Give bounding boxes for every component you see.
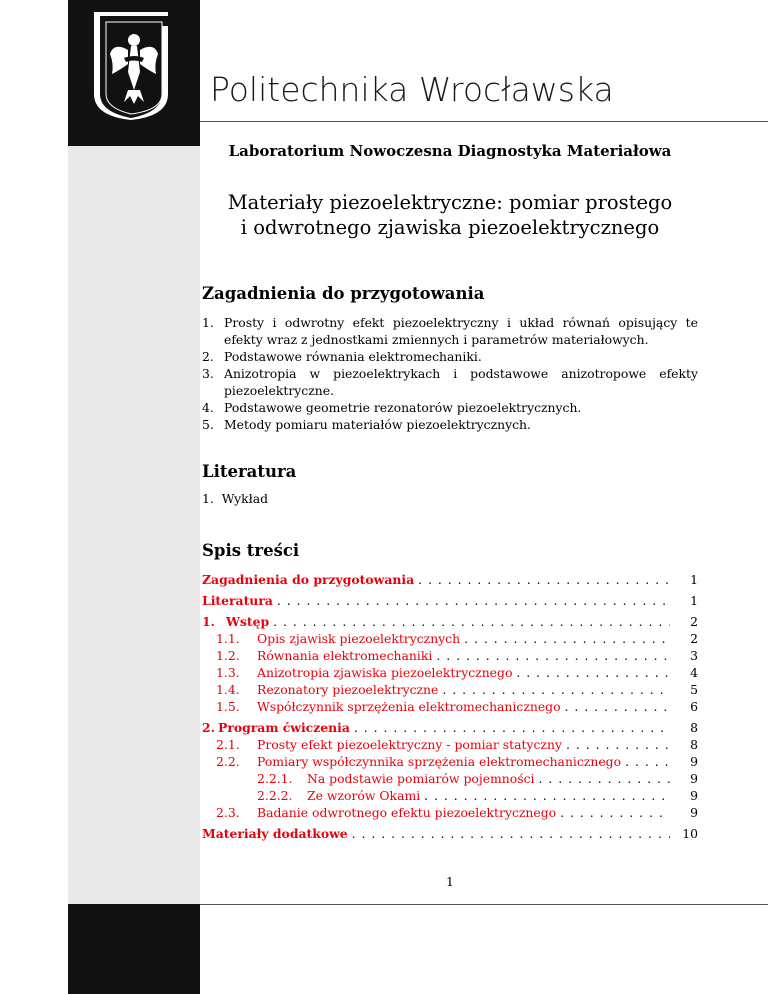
list-item: 5. Metody pomiaru materiałów piezoelektrycznych. [202, 417, 531, 432]
toc-entry-2-1[interactable]: 2.1. Prosty efekt piezoelektryczny - pomiar statyczny . . . 8 [202, 737, 698, 754]
lab-name: Laboratorium Nowoczesna Diagnostyka Materiałowa [228, 142, 672, 160]
toc-entry-2-3[interactable]: 2.3. Badanie odwrotnego efektu piezoelektrycznego . . . 9 [202, 805, 698, 822]
page-number: 1 [446, 874, 454, 889]
toc-entry-1-3[interactable]: 1.3. Anizotropia zjawiska piezoelektrycznego . . . 4 [202, 665, 698, 682]
toc-entry-additional[interactable]: Materiały dodatkowe . . . 10 [202, 826, 698, 843]
toc-heading: Spis treści [202, 541, 300, 560]
toc-entry-literature[interactable]: Literatura . . . 1 [202, 593, 698, 610]
header-rule [200, 121, 768, 122]
toc-entry-2-2-2[interactable]: 2.2.2. Ze wzorów Okami . . . 9 [202, 788, 698, 805]
toc-entry-1-5[interactable]: 1.5. Współczynnik sprzężenia elektromechanicznego . . . 6 [202, 699, 698, 716]
list-item: 3. Anizotropia w piezoelektrykach i podstawowe anizotropowe efekty piezoelektryczne. [202, 366, 698, 398]
list-item: 4. Podstawowe geometrie rezonatorów piezoelektrycznych. [202, 400, 582, 415]
toc-entry-1[interactable]: 1. Wstęp . . . 2 [202, 614, 698, 631]
toc-entry-2-2[interactable]: 2.2. Pomiary współczynnika sprzężenia elektromechanicznego . . . 9 [202, 754, 698, 771]
toc-entry-2-2-1[interactable]: 2.2.1. Na podstawie pomiarów pojemności . . . 9 [202, 771, 698, 788]
toc-entry-1-4[interactable]: 1.4. Rezonatory piezoelektryczne . . . 5 [202, 682, 698, 699]
sidebar-black-bottom [68, 904, 200, 994]
literature-heading: Literatura [202, 462, 297, 481]
sidebar-grey-band [68, 146, 200, 904]
toc-entry-2[interactable]: 2. Program ćwiczenia . . . 8 [202, 720, 698, 737]
toc-entry-preparation[interactable]: Zagadnienia do przygotowania . . . 1 [202, 572, 698, 589]
title-line-2: i odwrotnego zjawiska piezoelektrycznego [240, 216, 660, 239]
footer-rule [200, 904, 768, 905]
list-item: 2. Podstawowe równania elektromechaniki. [202, 349, 482, 364]
title-line-1: Materiały piezoelektryczne: pomiar prostego [227, 191, 673, 214]
university-name: Politechnika Wrocławska [210, 70, 614, 109]
preparation-list [202, 314, 698, 433]
literature-item: 1. Wykład [202, 491, 269, 506]
preparation-heading: Zagadnienia do przygotowania [202, 284, 485, 303]
toc-entry-1-2[interactable]: 1.2. Równania elektromechaniki . . . 3 [202, 648, 698, 665]
toc-entry-1-1[interactable]: 1.1. Opis zjawisk piezoelektrycznych . . . 2 [202, 631, 698, 648]
document-title [202, 190, 698, 240]
eagle-crest-icon [88, 8, 174, 120]
list-item: 1. Prosty i odwrotny efekt piezoelektryczny i układ równań opisujący te efekty wraz z jednostkami zmiennych i parametrów materiałowych. [202, 315, 698, 347]
